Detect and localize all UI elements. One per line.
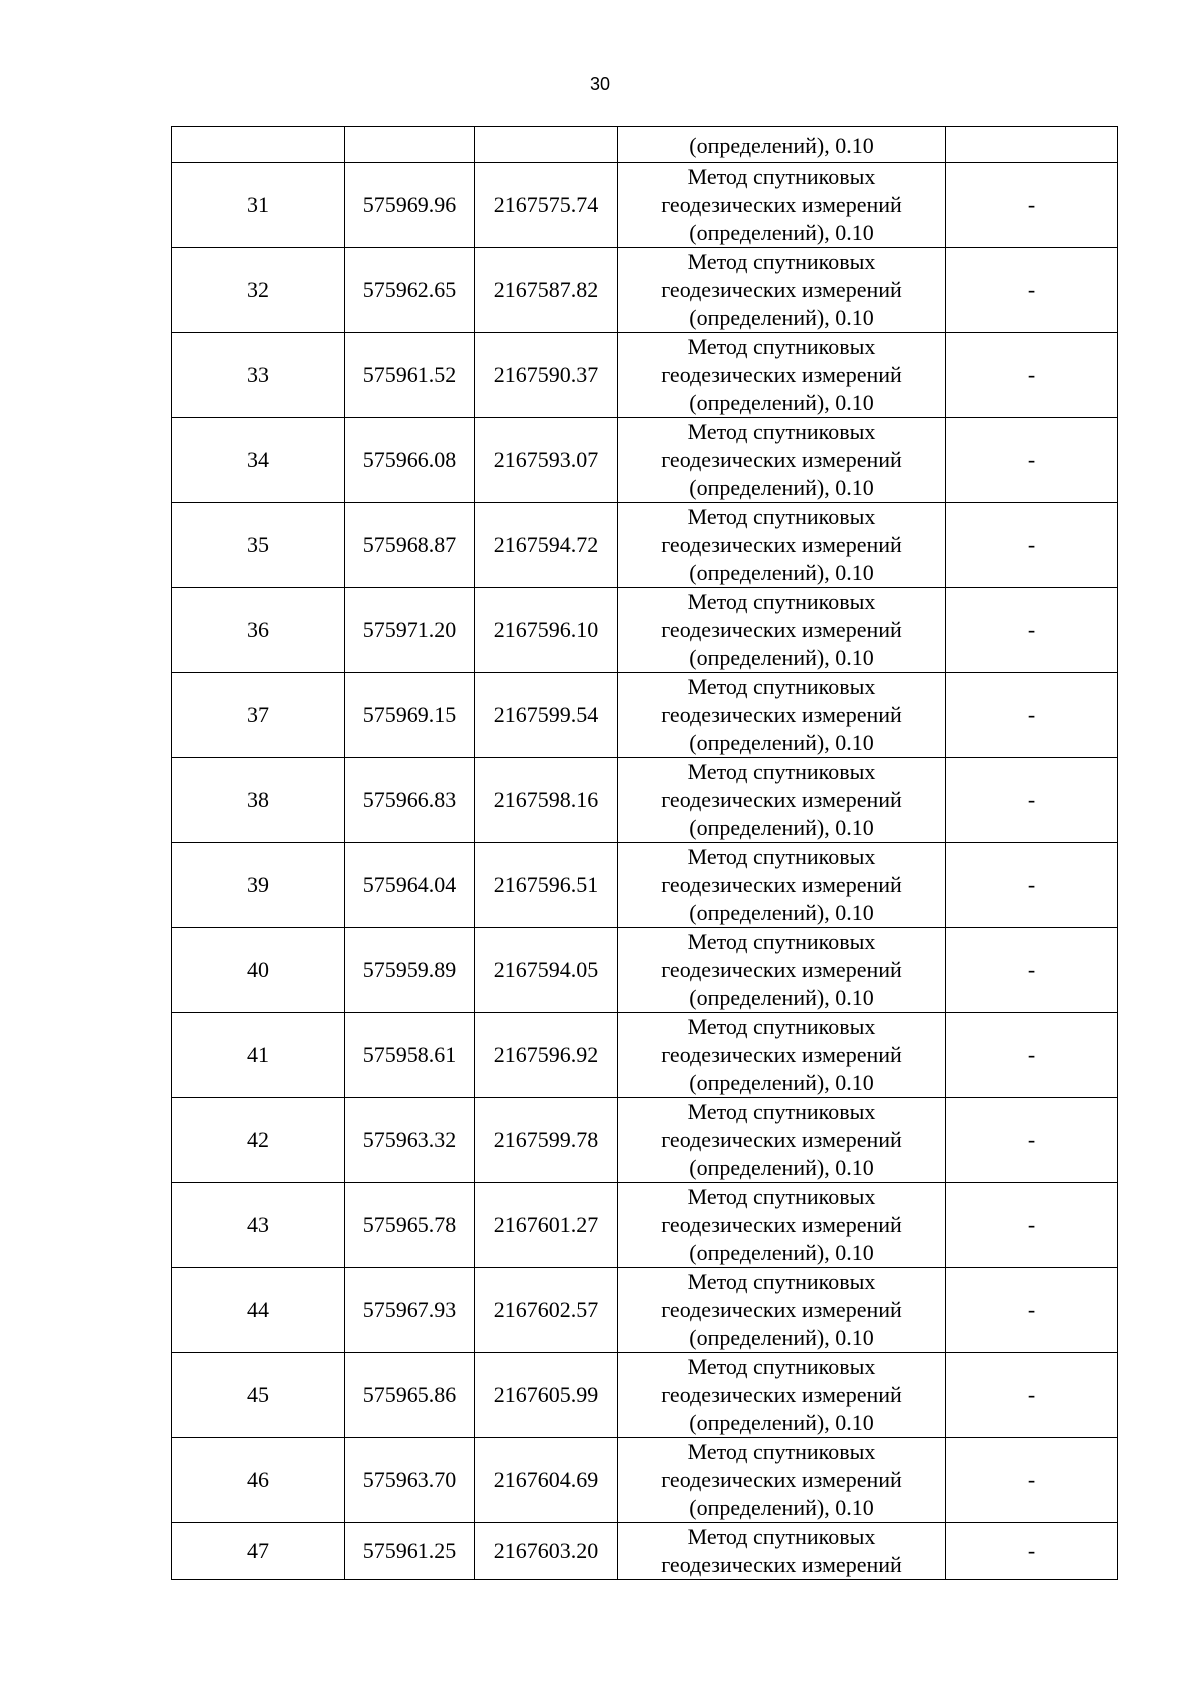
x-coordinate-cell: 575964.04 [345,843,475,928]
method-line: (определений), 0.10 [689,1325,874,1350]
method-line: геодезических измерений [661,1467,902,1492]
method-cell [618,928,946,1013]
description-cell: - [946,503,1118,588]
point-number-cell: 44 [172,1268,345,1353]
table-row [172,1183,1118,1268]
y-coordinate-cell: 2167590.37 [475,333,618,418]
y-coordinate-cell: 2167594.72 [475,503,618,588]
method-cell [618,503,946,588]
description-cell: - [946,418,1118,503]
method-cell [618,758,946,843]
x-coordinate-cell: 575966.83 [345,758,475,843]
x-coordinate-cell: 575967.93 [345,1268,475,1353]
method-cell [618,673,946,758]
x-coordinate-cell: 575966.08 [345,418,475,503]
method-line: геодезических измерений [661,617,902,642]
method-line: (определений), 0.10 [689,1495,874,1520]
method-cell [618,1098,946,1183]
x-coordinate-cell: 575961.52 [345,333,475,418]
method-line: геодезических измерений [661,1382,902,1407]
method-line: (определений), 0.10 [689,985,874,1010]
point-number-cell: 34 [172,418,345,503]
method-line: (определений), 0.10 [689,1155,874,1180]
method-line: (определений), 0.10 [689,900,874,925]
description-cell: - [946,1523,1118,1580]
method-line: геодезических измерений [661,532,902,557]
method-cell [618,1523,946,1580]
method-line: геодезических измерений [661,447,902,472]
method-line: Метод спутниковых [687,1439,876,1464]
method-line: (определений), 0.10 [689,305,874,330]
x-coordinate-cell: 575961.25 [345,1523,475,1580]
description-cell: - [946,588,1118,673]
description-cell: - [946,163,1118,248]
description-cell: - [946,333,1118,418]
y-coordinate-cell: 2167604.69 [475,1438,618,1523]
table-row [172,503,1118,588]
y-coordinate-cell: 2167593.07 [475,418,618,503]
method-line: (определений), 0.10 [689,220,874,245]
method-cell [618,248,946,333]
method-line: геодезических измерений [661,1212,902,1237]
method-line: Метод спутниковых [687,249,876,274]
description-cell: - [946,843,1118,928]
description-cell [946,127,1118,163]
table-row [172,1268,1118,1353]
x-coordinate-cell: 575962.65 [345,248,475,333]
y-coordinate-cell [475,127,618,163]
point-number-cell: 45 [172,1353,345,1438]
method-cell [618,1013,946,1098]
method-line: (определений), 0.10 [689,475,874,500]
point-number-cell: 43 [172,1183,345,1268]
description-cell: - [946,928,1118,1013]
table-row [172,1353,1118,1438]
method-line: (определений), 0.10 [689,815,874,840]
x-coordinate-cell: 575969.15 [345,673,475,758]
description-cell: - [946,248,1118,333]
method-line: Метод спутниковых [687,674,876,699]
x-coordinate-cell: 575963.70 [345,1438,475,1523]
method-line: Метод спутниковых [687,1099,876,1124]
table-row [172,673,1118,758]
table-row [172,928,1118,1013]
point-number-cell: 33 [172,333,345,418]
method-line: (определений), 0.10 [689,1240,874,1265]
method-line: геодезических измерений [661,1042,902,1067]
method-line: Метод спутниковых [687,1184,876,1209]
y-coordinate-cell: 2167587.82 [475,248,618,333]
method-line: геодезических измерений [661,957,902,982]
y-coordinate-cell: 2167605.99 [475,1353,618,1438]
y-coordinate-cell: 2167599.54 [475,673,618,758]
method-line: геодезических измерений [661,1127,902,1152]
y-coordinate-cell: 2167596.51 [475,843,618,928]
y-coordinate-cell: 2167598.16 [475,758,618,843]
method-line: Метод спутниковых [687,929,876,954]
method-cell [618,588,946,673]
description-cell: - [946,1098,1118,1183]
y-coordinate-cell: 2167575.74 [475,163,618,248]
x-coordinate-cell: 575965.86 [345,1353,475,1438]
table-row [172,1013,1118,1098]
method-line: Метод спутниковых [687,589,876,614]
x-coordinate-cell: 575963.32 [345,1098,475,1183]
method-line: геодезических измерений [661,277,902,302]
table-row [172,843,1118,928]
description-cell: - [946,1353,1118,1438]
continuation-row [172,127,1118,163]
method-line: (определений), 0.10 [689,390,874,415]
method-line: Метод спутниковых [687,1014,876,1039]
description-cell: - [946,673,1118,758]
method-line: Метод спутниковых [687,1269,876,1294]
x-coordinate-cell: 575958.61 [345,1013,475,1098]
method-cell [618,843,946,928]
coordinates-table [171,126,1118,1580]
method-cell [618,1268,946,1353]
y-coordinate-cell: 2167596.10 [475,588,618,673]
method-line: геодезических измерений [661,1297,902,1322]
point-number-cell: 39 [172,843,345,928]
y-coordinate-cell: 2167594.05 [475,928,618,1013]
table-body [172,127,1118,1580]
table-row [172,1438,1118,1523]
table-row [172,1098,1118,1183]
table-row [172,248,1118,333]
table-row [172,333,1118,418]
description-cell: - [946,758,1118,843]
method-line: геодезических измерений [661,1552,902,1577]
description-cell: - [946,1268,1118,1353]
method-cell: (определений), 0.10 [618,127,946,163]
point-number-cell: 35 [172,503,345,588]
table-row [172,588,1118,673]
method-line: Метод спутниковых [687,844,876,869]
method-cell [618,163,946,248]
method-line: Метод спутниковых [687,504,876,529]
point-number-cell: 37 [172,673,345,758]
method-line: Метод спутниковых [687,334,876,359]
method-cell [618,418,946,503]
method-cell [618,1183,946,1268]
table-row [172,163,1118,248]
method-line: (определений), 0.10 [689,560,874,585]
method-line: (определений), 0.10 [689,1070,874,1095]
method-line: (определений), 0.10 [689,1410,874,1435]
point-number-cell: 41 [172,1013,345,1098]
method-line: геодезических измерений [661,362,902,387]
x-coordinate-cell: 575968.87 [345,503,475,588]
method-cell [618,333,946,418]
table-row [172,758,1118,843]
method-cell [618,1438,946,1523]
y-coordinate-cell: 2167596.92 [475,1013,618,1098]
method-line: (определений), 0.10 [689,730,874,755]
description-cell: - [946,1183,1118,1268]
x-coordinate-cell: 575965.78 [345,1183,475,1268]
method-line: Метод спутниковых [687,164,876,189]
point-number-cell: 42 [172,1098,345,1183]
x-coordinate-cell: 575969.96 [345,163,475,248]
method-line: Метод спутниковых [687,1354,876,1379]
page-number: 30 [589,74,611,94]
table-row-truncated [172,1523,1118,1580]
x-coordinate-cell: 575971.20 [345,588,475,673]
x-coordinate-cell: 575959.89 [345,928,475,1013]
method-line: геодезических измерений [661,702,902,727]
point-number-cell: 32 [172,248,345,333]
method-line: Метод спутниковых [687,1524,876,1549]
method-line: геодезических измерений [661,192,902,217]
description-cell: - [946,1013,1118,1098]
method-line: Метод спутниковых [687,419,876,444]
point-number-cell [172,127,345,163]
point-number-cell: 38 [172,758,345,843]
method-line: (определений), 0.10 [689,645,874,670]
point-number-cell: 47 [172,1523,345,1580]
point-number-cell: 31 [172,163,345,248]
method-line: геодезических измерений [661,872,902,897]
point-number-cell: 36 [172,588,345,673]
point-number-cell: 46 [172,1438,345,1523]
method-line: геодезических измерений [661,787,902,812]
y-coordinate-cell: 2167602.57 [475,1268,618,1353]
y-coordinate-cell: 2167603.20 [475,1523,618,1580]
method-cell [618,1353,946,1438]
y-coordinate-cell: 2167601.27 [475,1183,618,1268]
method-line: Метод спутниковых [687,759,876,784]
point-number-cell: 40 [172,928,345,1013]
table-row [172,418,1118,503]
description-cell: - [946,1438,1118,1523]
x-coordinate-cell [345,127,475,163]
y-coordinate-cell: 2167599.78 [475,1098,618,1183]
